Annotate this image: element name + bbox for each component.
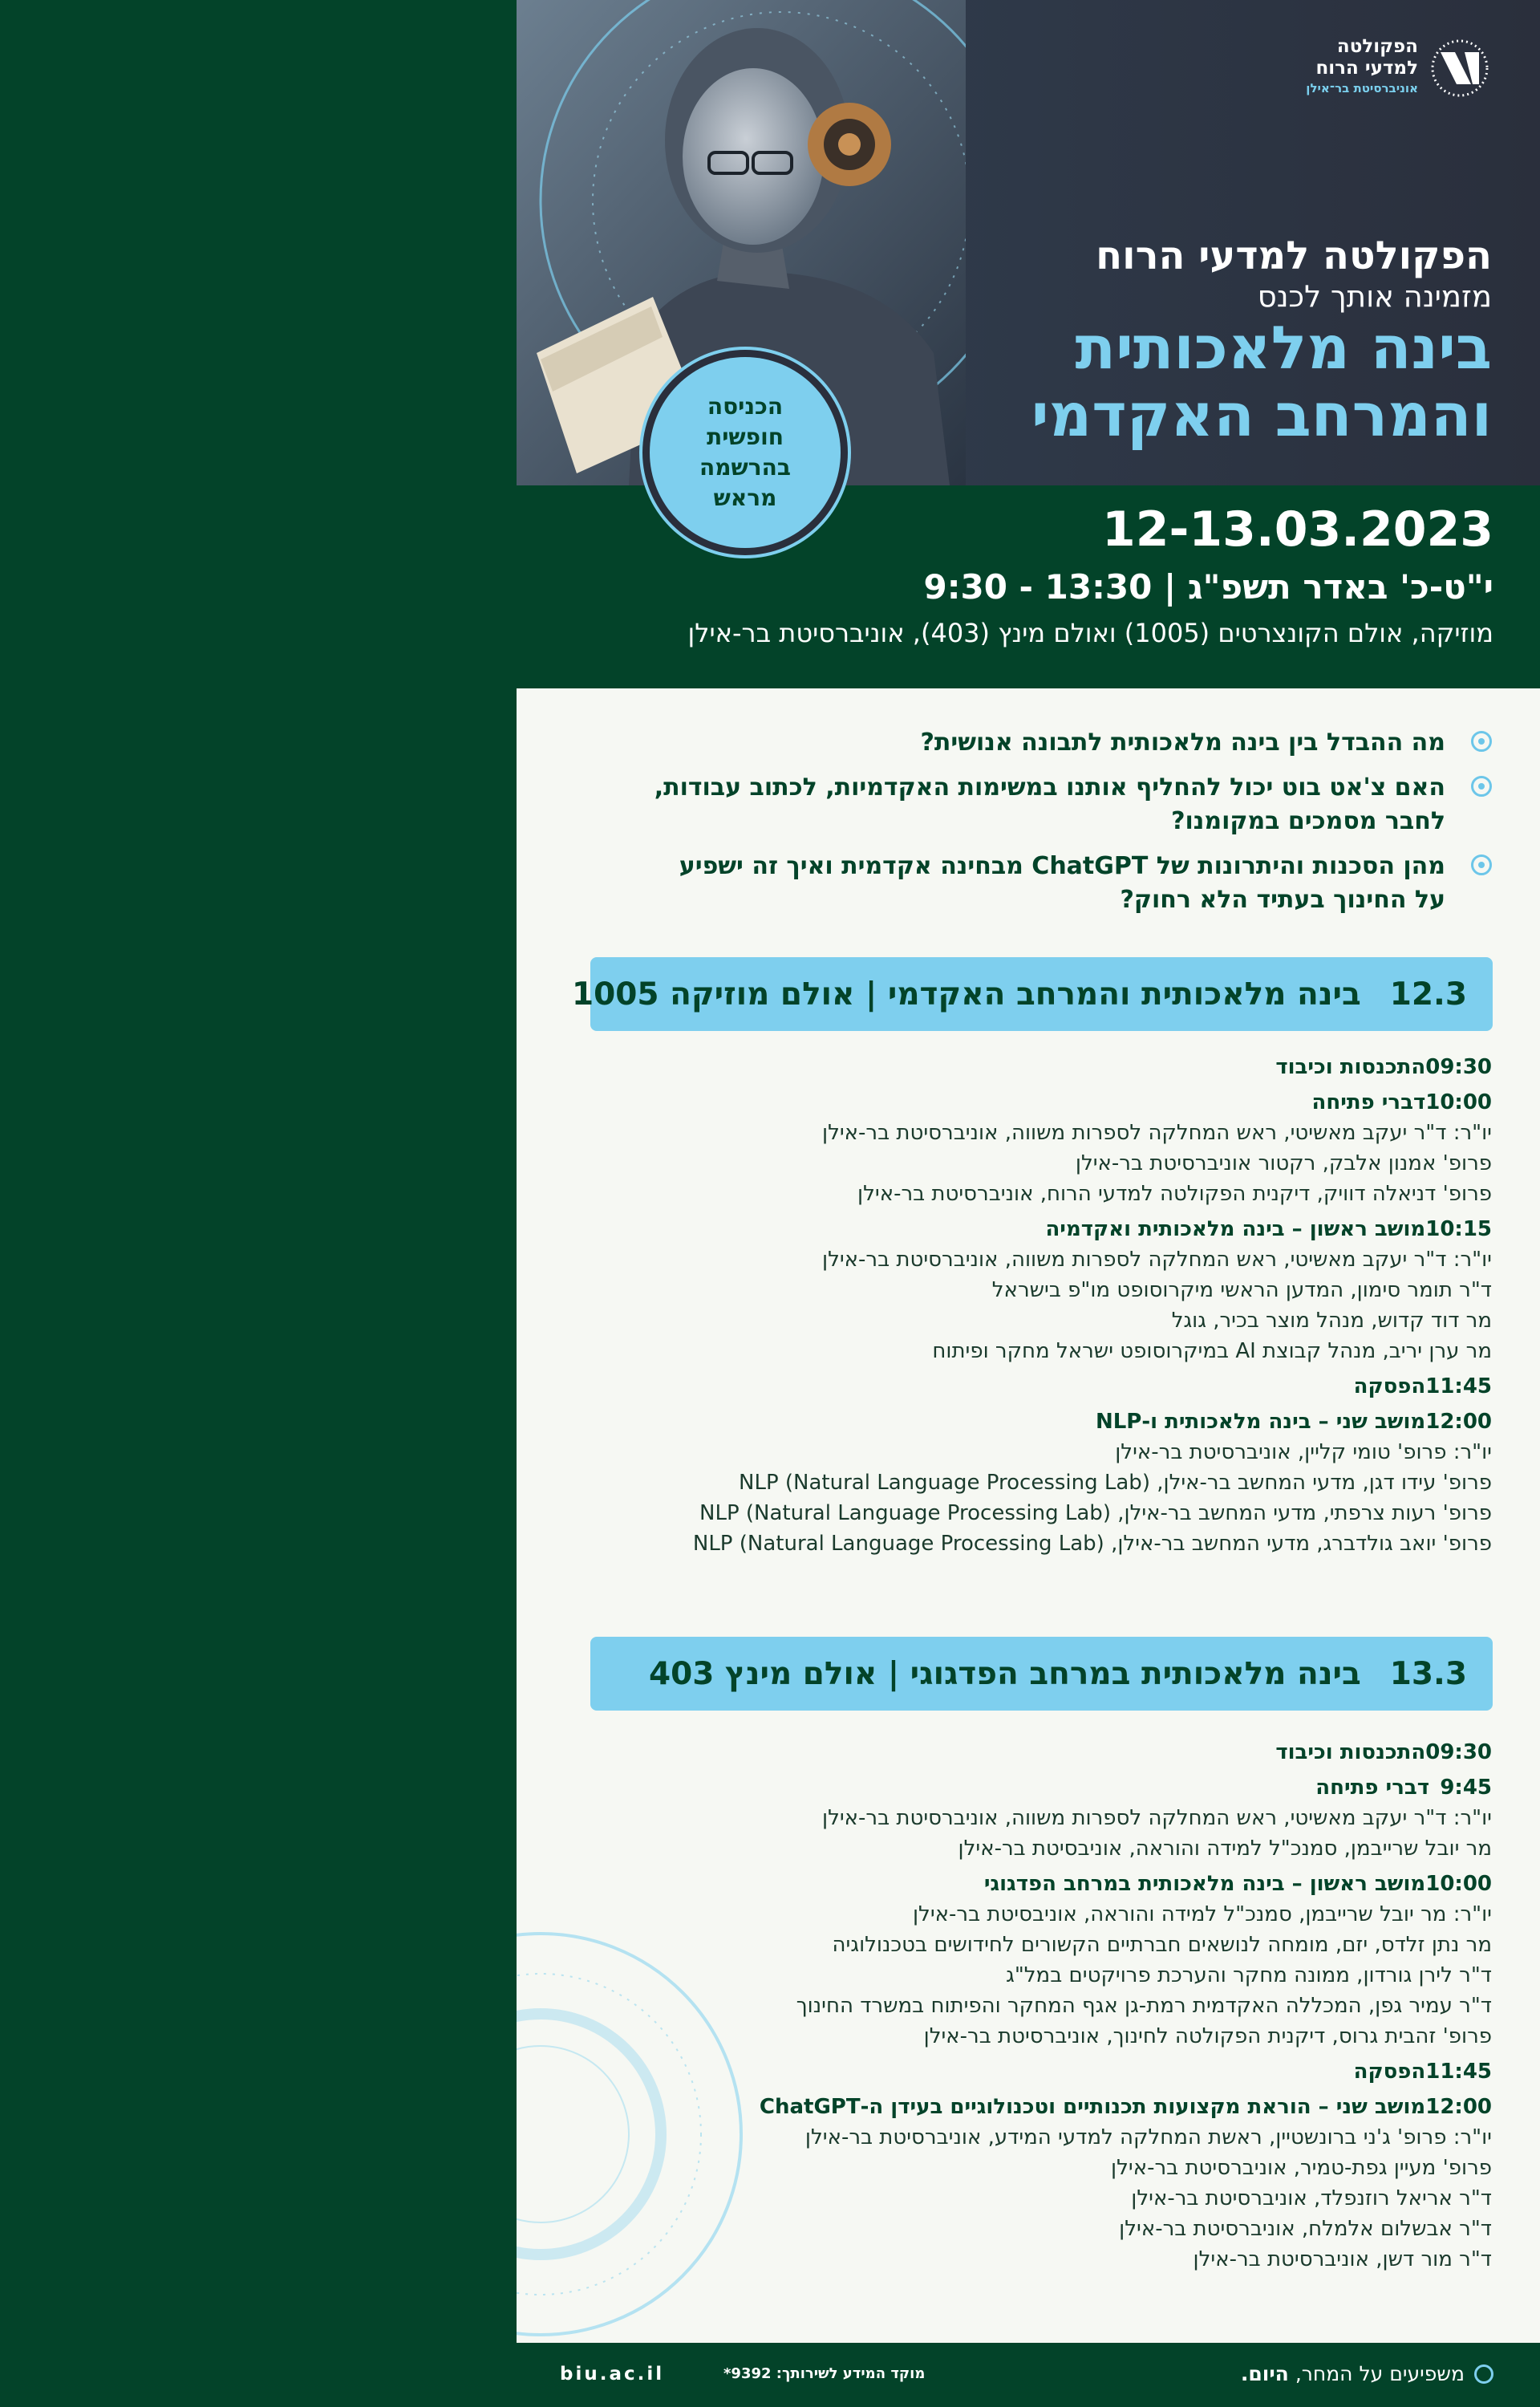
circle-bullet-icon: [1471, 731, 1492, 752]
footer-slogan: [1241, 2362, 1493, 2385]
poster: [517, 0, 1540, 2407]
question-item: [642, 771, 1492, 838]
day-1-program: [690, 1052, 1492, 1564]
university-logo: [1299, 36, 1492, 108]
footer: [517, 2343, 1540, 2407]
program-time: 11:45: [1425, 1374, 1492, 1398]
program-time: 12:00: [1425, 1410, 1492, 1434]
badge-text: הכניסה חופשית בהרשמה מראש: [699, 393, 791, 511]
program-participant: ד"ר עמיר גפן, המכללה האקדמית רמת-גן אגף המחקר והפיתוח במשרד החינוך: [796, 1994, 1492, 2018]
faculty-logo-icon: [1428, 36, 1492, 100]
program-item-header: [690, 1406, 1492, 1437]
program-item-header: [690, 1214, 1492, 1244]
free-entry-badge: [650, 357, 841, 548]
question-text: מה ההבדל בין בינה מלאכותית לתבונה אנושית?: [920, 729, 1445, 757]
logo-line-2: למדעי הרוח: [1315, 58, 1418, 79]
program-title: מושב ראשון – בינה מלאכותית במרחב הפדגוגי: [983, 1872, 1426, 1896]
program-title: מושב שני – בינה מלאכותית ו-NLP: [1095, 1410, 1426, 1434]
program-title: דברי פתיחה: [1311, 1090, 1426, 1114]
day-1-date: 12.3: [1389, 976, 1467, 1013]
program-title: התכנסות וכיבוד: [1275, 1055, 1426, 1079]
day-1-header: [572, 957, 1493, 1031]
hero-text: [1031, 233, 1492, 449]
program-time: 12:00: [1425, 2095, 1492, 2119]
program-title: הפסקה: [1353, 2060, 1426, 2084]
program-item: [690, 1214, 1492, 1366]
program-title: הפסקה: [1353, 1374, 1426, 1398]
program-title: מושב ראשון – בינה מלאכותית ואקדמיה: [1045, 1217, 1426, 1241]
program-participant: ד"ר אריאל רוזנפלד, אוניברסיטת בר-אילן: [1131, 2186, 1492, 2210]
program-item: [690, 1052, 1492, 1082]
question-text: מהן הסכנות והיתרונות של ChatGPT מבחינה אקדמית ואיך זה ישפיע על החינוך בעתיד הלא רחוק?: [679, 852, 1445, 914]
logo-line-3: אוניברסיטת בר־אילן: [1306, 81, 1418, 95]
program-time: 10:15: [1425, 1217, 1492, 1241]
program-participant: יו"ר: ד"ר יעקב מאשיטי, ראש המחלקה לספרות משווה, אוניברסיטת בר-אילן: [821, 1248, 1492, 1272]
question-text: האם צ'אט בוט יכול להחליף אותנו במשימות האקדמיות, לכתוב עבודות, לחבר מסמכים במקומנו?: [654, 773, 1445, 835]
day-2-date: 13.3: [1389, 1655, 1467, 1692]
program-participant: ד"ר לירן גורדון, ממונה מחקר והערכת פרויקטים במל"ג: [1006, 1963, 1492, 1987]
program-participant: פרופ' זהבית גרוס, דיקנית הפקולטה לחינוך, אוניברסיטת בר-אילן: [923, 2024, 1492, 2048]
program-title: התכנסות וכיבוד: [1275, 1740, 1426, 1764]
program-item: [690, 1737, 1492, 1768]
program-title: דברי פתיחה: [1315, 1776, 1429, 1800]
program-participant: פרופ' דניאלה דוויק, דיקנית הפקולטה למדעי הרוח, אוניברסיטת בר-אילן: [857, 1182, 1492, 1206]
program-participant: ד"ר אבשלום אלמלח, אוניברסיטת בר-אילן: [1119, 2217, 1492, 2241]
faculty-name: הפקולטה למדעי הרוח: [1096, 233, 1492, 278]
date-band: [517, 485, 1540, 688]
program-participant: יו"ר: פרופ' ג'ני ברונשטיין, ראשת המחלקה למדעי המידע, אוניברסיטת בר-אילן: [804, 2125, 1492, 2149]
program-participant: ד"ר תומר סימון, המדען הראשי מיקרוסופט מו"פ בישראל: [991, 1278, 1492, 1302]
program-item: [690, 1406, 1492, 1559]
program-item-header: [690, 1052, 1492, 1082]
circle-bullet-icon: [1471, 854, 1492, 875]
program-time: 10:00: [1425, 1872, 1492, 1896]
circle-logo-icon: [1474, 2364, 1493, 2384]
program-participant: יו"ר: פרופ' טומי קליין, אוניברסיטת בר-אילן: [1115, 1440, 1492, 1464]
decorative-circles: [517, 1845, 853, 2343]
questions-list: [642, 726, 1492, 928]
program-time: 09:30: [1425, 1740, 1492, 1764]
program-time: 09:30: [1425, 1055, 1492, 1079]
program-participant: מר דוד קדוש, מנהל מוצר בכיר, גוגל: [1171, 1309, 1492, 1333]
slogan-bold: היום.: [1240, 2362, 1289, 2385]
circle-bullet-icon: [1471, 776, 1492, 797]
conference-title-line-2: והמרחב האקדמי: [1031, 381, 1492, 450]
program-time: 9:45: [1440, 1776, 1492, 1800]
program-participant: יו"ר: ד"ר יעקב מאשיטי, ראש המחלקה לספרות משווה, אוניברסיטת בר-אילן: [821, 1806, 1492, 1830]
question-item: [642, 850, 1492, 917]
event-venue: מוזיקה, אולם הקונצרטים (1005) ואולם מינץ (403), אוניברסיטת בר-אילן: [687, 618, 1493, 648]
program-item-header: [690, 1087, 1492, 1118]
invitation-text: מזמינה אותך לכנס: [1257, 279, 1492, 314]
program-participant: יו"ר: ד"ר יעקב מאשיטי, ראש המחלקה לספרות משווה, אוניברסיטת בר-אילן: [821, 1121, 1492, 1145]
program-item-header: [690, 1371, 1492, 1402]
event-date: 12-13.03.2023: [1102, 501, 1493, 558]
slogan-prefix: משפיעים על המחר,: [1295, 2362, 1465, 2385]
program-item: [690, 1371, 1492, 1402]
program-participant: פרופ' עידו דגן, מדעי המחשב בר-אילן, (NLP (Natural Language Processing Lab: [739, 1471, 1492, 1495]
footer-website[interactable]: biu.ac.il: [560, 2364, 665, 2385]
program-participant: מר נתן זלדס, יזם, מומחה לנושאים חברתיים הקשורים לחידושים בטכנולוגיה: [832, 1933, 1492, 1957]
hebrew-date-time: י"ט-כ' באדר תשפ"ג | 13:30 - 9:30: [923, 567, 1493, 607]
logo-line-1: הפקולטה: [1336, 36, 1418, 57]
program-participant: מר ערן יריב, מנהל קבוצת AI במיקרוסופט ישראל מחקר ופיתוח: [932, 1339, 1492, 1363]
program-item-header: [690, 1772, 1492, 1803]
question-item: [642, 726, 1492, 760]
program-participant: ד"ר מור דשן, אוניברסיטת בר-אילן: [1193, 2247, 1492, 2271]
program-participant: פרופ' מעיין גפת-טמיר, אוניברסיטת בר-אילן: [1111, 2156, 1492, 2180]
day-2-title: בינה מלאכותית במרחב הפדגוגי | אולם מינץ 403: [649, 1655, 1361, 1692]
program-participant: פרופ' אמנון אלבק, רקטור אוניברסיטת בר-אילן: [1075, 1151, 1492, 1175]
program-participant: יו"ר: מר יובל שרייבמן, סמנכ"ל למידה והוראה, אוניבסיטת בר-אילן: [912, 1902, 1492, 1926]
program-item-header: [690, 1737, 1492, 1768]
conference-title-line-1: בינה מלאכותית: [1075, 314, 1492, 383]
day-1-title: בינה מלאכותית והמרחב האקדמי | אולם מוזיקה 1005: [572, 976, 1361, 1013]
program-item: [690, 1087, 1492, 1209]
day-2-header: [590, 1637, 1493, 1711]
program-participant: מר יובל שרייבמן, סמנכ"ל למידה והוראה, אוניבסיטת בר-אילן: [958, 1837, 1492, 1861]
logo-text: [1306, 36, 1418, 97]
program-participant: פרופ' יואב גולדברג, מדעי המחשב בר-אילן, (NLP (Natural Language Processing Lab: [692, 1532, 1492, 1556]
program-time: 10:00: [1425, 1090, 1492, 1114]
program-title: מושב שני – הוראת מקצועות תכנותיים וטכנולוגיים בעידן ה-ChatGPT: [759, 2095, 1426, 2119]
program-participant: פרופ' רעות צרפתי, מדעי המחשב בר-אילן, (NLP (Natural Language Processing Lab: [699, 1501, 1492, 1525]
footer-hotline: מוקד המידע לשירותך: 9392*: [723, 2365, 926, 2382]
program-time: 11:45: [1425, 2060, 1492, 2084]
